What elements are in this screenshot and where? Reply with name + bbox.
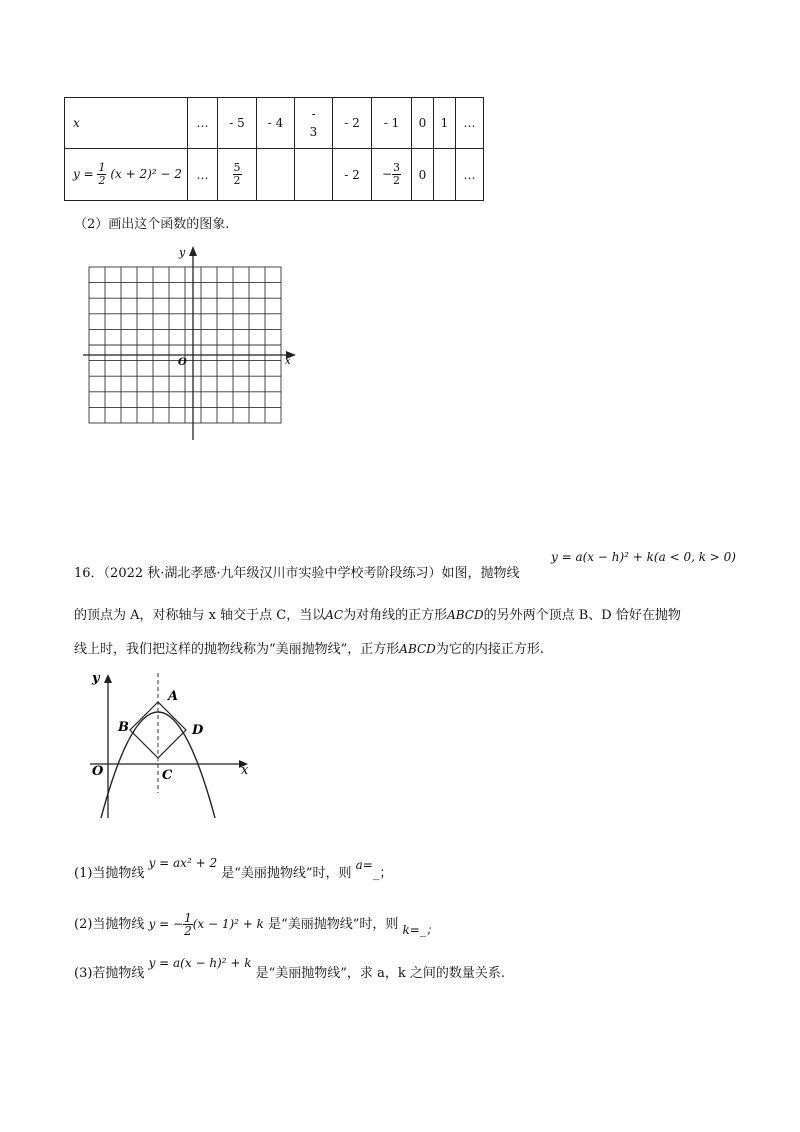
sub-question-1: (1)当抛物线 y = ax² + 2 是“美丽抛物线”时，则 a=_；: [74, 856, 393, 881]
table-cell: …: [188, 98, 218, 149]
table-x-header: x: [65, 98, 188, 149]
grid-origin-label: O: [178, 357, 187, 368]
svg-text:y: y: [92, 671, 100, 686]
problem-16-formula: y = a(x − h)² + k(a < 0, k > 0): [551, 550, 736, 564]
svg-text:B: B: [118, 720, 129, 735]
table-cell: …: [188, 149, 218, 201]
table-cell: [295, 98, 333, 149]
table-cell: [257, 149, 295, 201]
grid-lines: [89, 267, 281, 423]
table-cell: 0: [412, 98, 434, 149]
parabola-figure: [82, 668, 257, 823]
table-cell: 1: [434, 98, 456, 149]
table-cell: [434, 149, 456, 201]
svg-text:D: D: [192, 723, 204, 738]
table-cell: - 5: [218, 98, 257, 149]
table-cell: $\frac{5}{2}$: [218, 149, 257, 201]
table-cell: 0: [412, 149, 434, 201]
svg-text:O: O: [92, 764, 104, 779]
grid-y-label: y: [179, 246, 186, 259]
svg-text:C: C: [162, 768, 173, 783]
problem-16-intro: 16．（2022 秋·湖北孝感·九年级汉川市实验中学校考阶段练习）如图，抛物线: [74, 566, 520, 581]
table-cell: - 1: [372, 98, 412, 149]
y-axis-arrow: [189, 246, 197, 256]
svg-text:A: A: [168, 689, 179, 704]
table-cell: …: [456, 149, 484, 201]
sub-question-2: (2)当抛物线 y = − $\frac{1}{2}$ (x − 1)² + k 是“美丽抛物线”时，则 k=_；: [74, 911, 438, 938]
table-cell: - 2: [333, 149, 372, 201]
table-cell-sign: -: [311, 107, 316, 121]
problem-16-line3: 线上时，我们把这样的抛物线称为“美丽抛物线”，正方形ABCD为它的内接正方形.: [74, 642, 544, 657]
sub-question-3: (3)若抛物线 y = a(x − h)² + k 是“美丽抛物线”，求 a，k 之间的数量关系.: [74, 956, 505, 981]
problem-16-line2: 的顶点为 A，对称轴与 x 轴交于点 C，当以AC为对角线的正方形ABCD的另外两个顶点 B、D 恰好在抛物: [74, 608, 681, 623]
value-table: [64, 97, 484, 201]
table-cell: [295, 149, 333, 201]
grid-x-label: x: [285, 356, 291, 367]
svg-text:x: x: [241, 763, 249, 778]
table-cell: − $\frac{3}{2}$: [372, 149, 412, 201]
table-y-header: y = $\frac{1}{2}$ (x + 2)² − 2: [65, 149, 188, 201]
table-cell: - 4: [257, 98, 295, 149]
table-cell: - 2: [333, 98, 372, 149]
coordinate-grid: [80, 240, 300, 445]
table-cell: …: [456, 98, 484, 149]
table-cell-value: 3: [309, 125, 318, 139]
question-2-text: （2）画出这个函数的图象.: [74, 217, 230, 232]
